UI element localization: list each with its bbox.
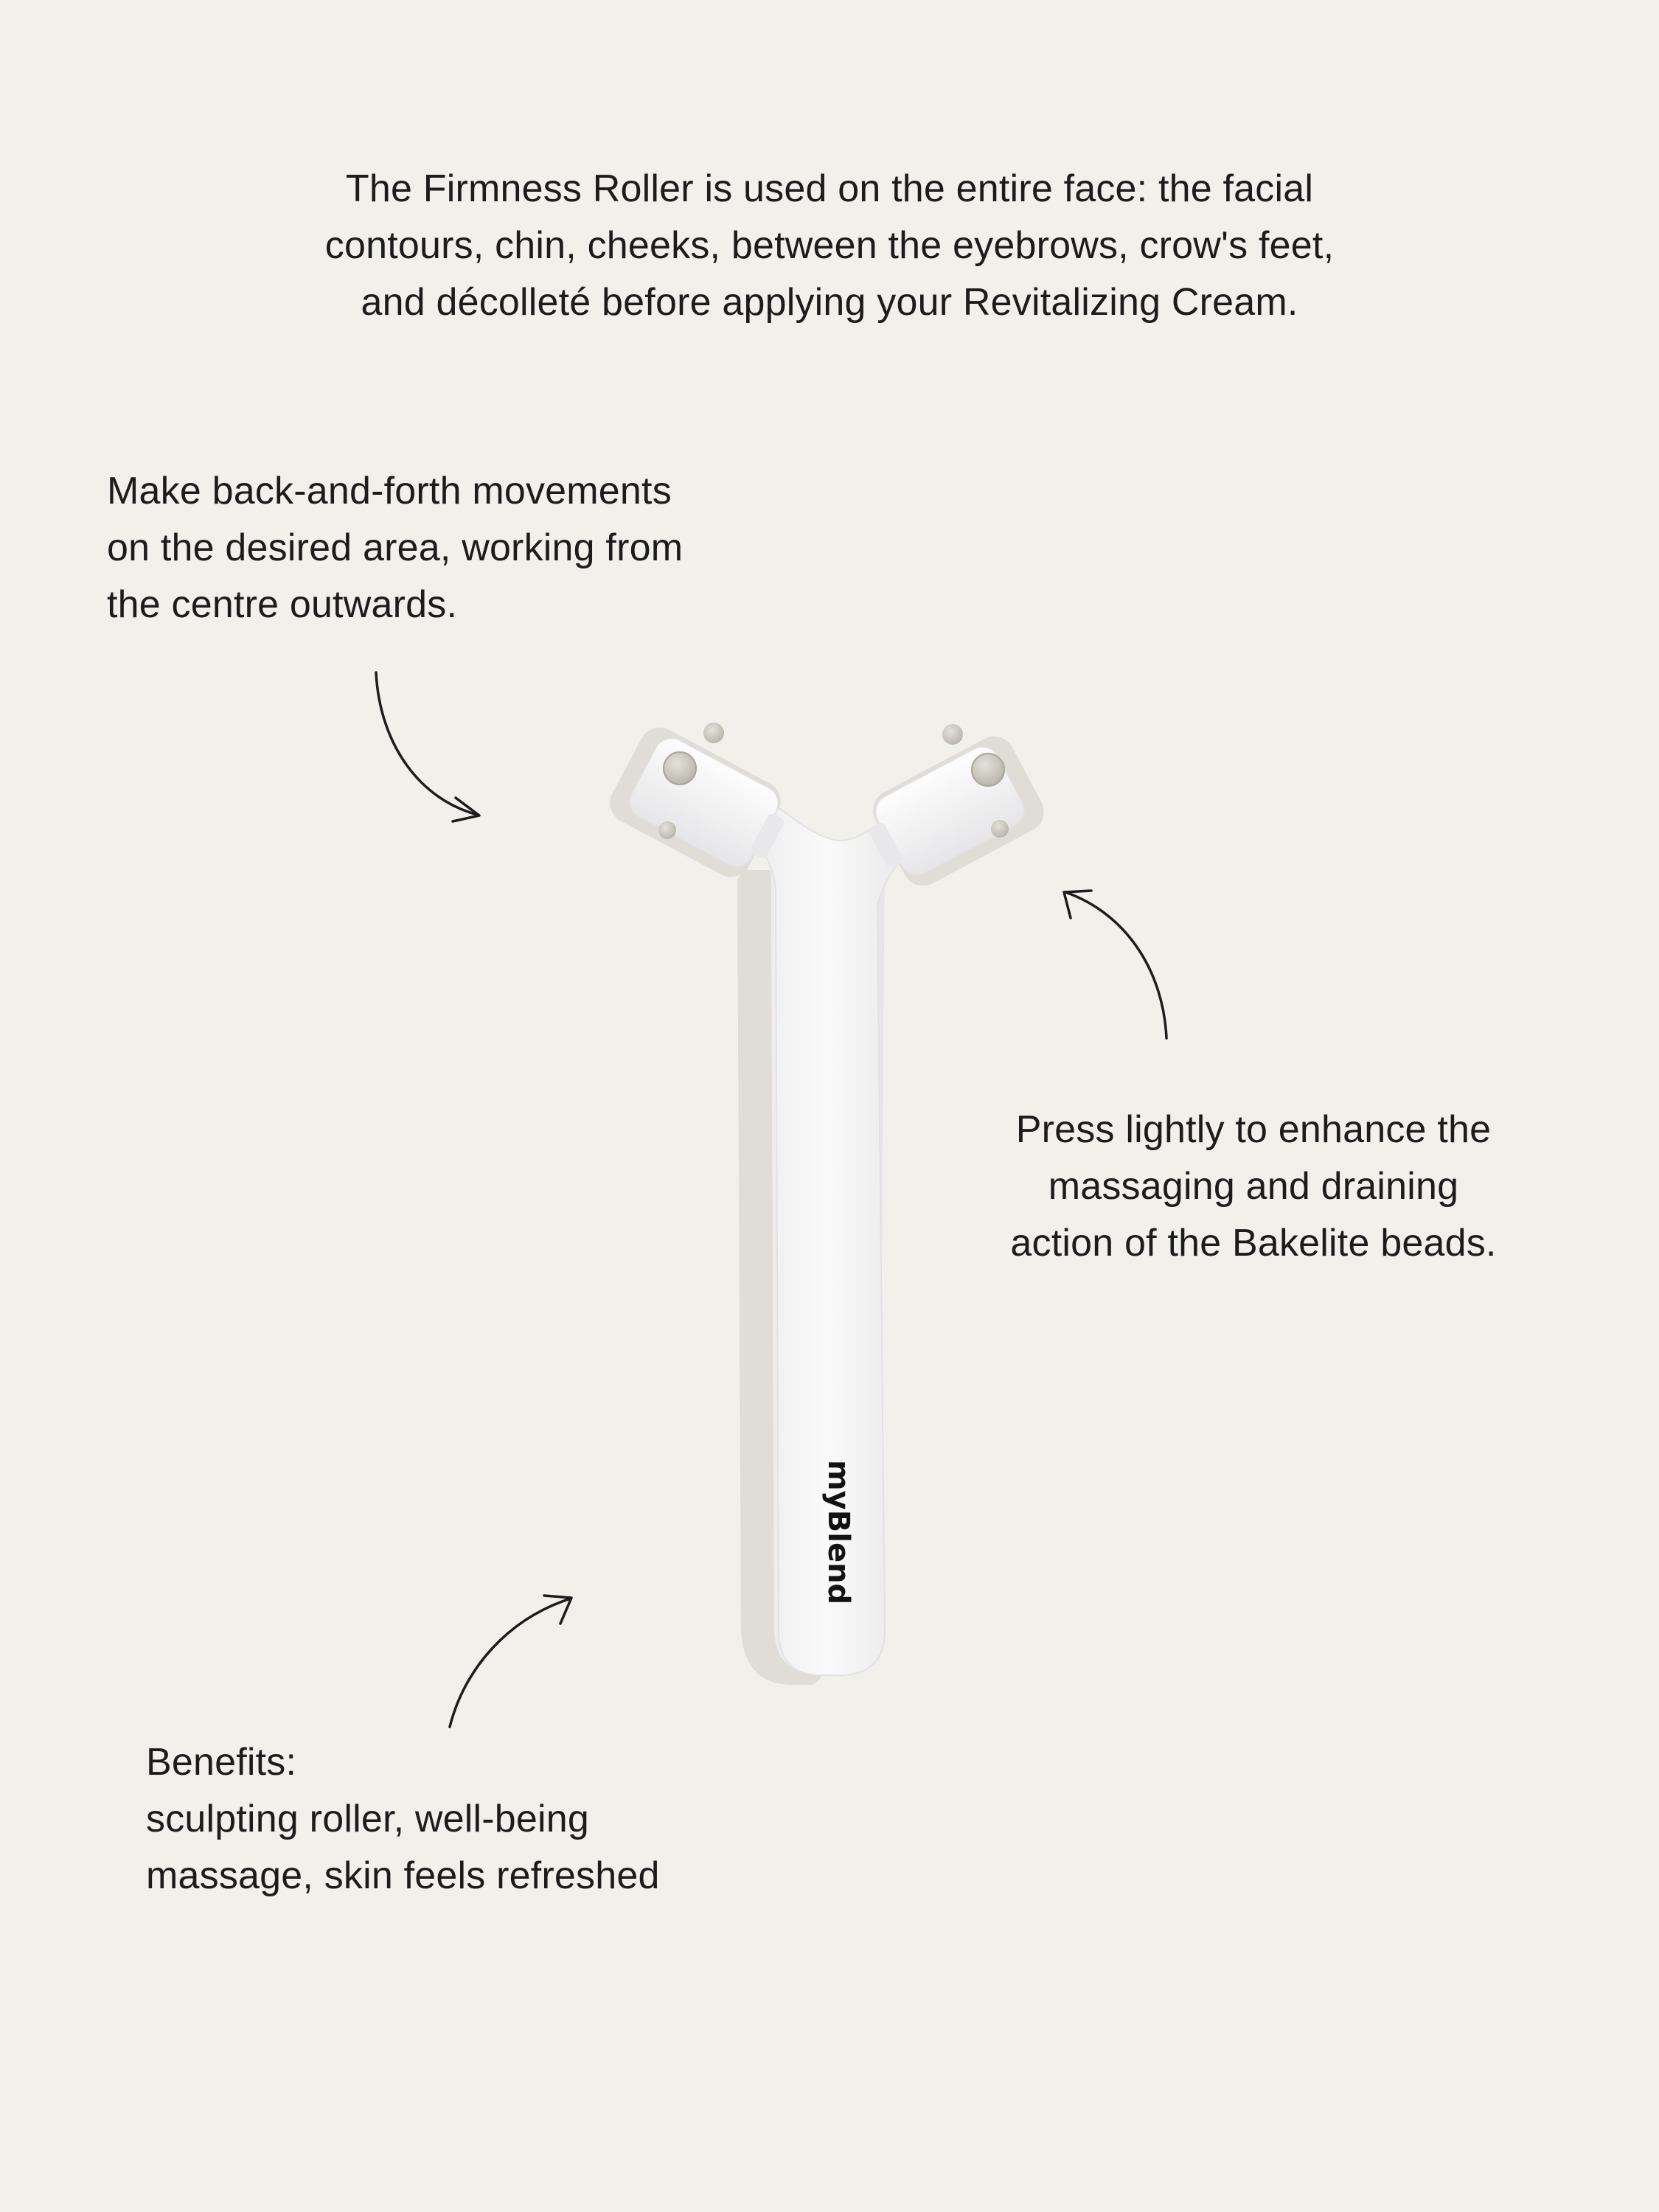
movement-line: the centre outwards. <box>107 583 458 626</box>
press-line: Press lightly to enhance the <box>1015 1108 1492 1151</box>
arrow-movement-icon <box>376 672 479 821</box>
intro-line: and décolleté before applying your Revitalizing Cream. <box>361 281 1298 324</box>
benefits-line: sculpting roller, well-being <box>146 1798 590 1840</box>
firmness-roller-image <box>602 720 1051 1685</box>
bead-icon <box>664 752 696 785</box>
bead-icon <box>991 820 1009 838</box>
benefits-line: massage, skin feels refreshed <box>146 1854 660 1897</box>
bead-icon <box>942 724 963 745</box>
benefits-heading: Benefits: <box>146 1741 297 1784</box>
intro-line: The Firmness Roller is used on the entire face: the facial <box>345 167 1314 210</box>
press-line: massaging and draining <box>1048 1165 1459 1208</box>
arrow-press-icon <box>1064 891 1166 1038</box>
brand-label: myBlend <box>821 1460 855 1605</box>
bead-icon <box>972 754 1004 786</box>
movement-line: Make back-and-forth movements <box>107 470 672 512</box>
press-line: action of the Bakelite beads. <box>1010 1222 1497 1265</box>
bead-icon <box>703 723 724 743</box>
arrow-benefits-icon <box>450 1596 571 1727</box>
movement-line: on the desired area, working from <box>107 526 684 569</box>
intro-line: contours, chin, cheeks, between the eyebrows, crow's feet, <box>324 224 1335 267</box>
bead-icon <box>658 821 676 839</box>
